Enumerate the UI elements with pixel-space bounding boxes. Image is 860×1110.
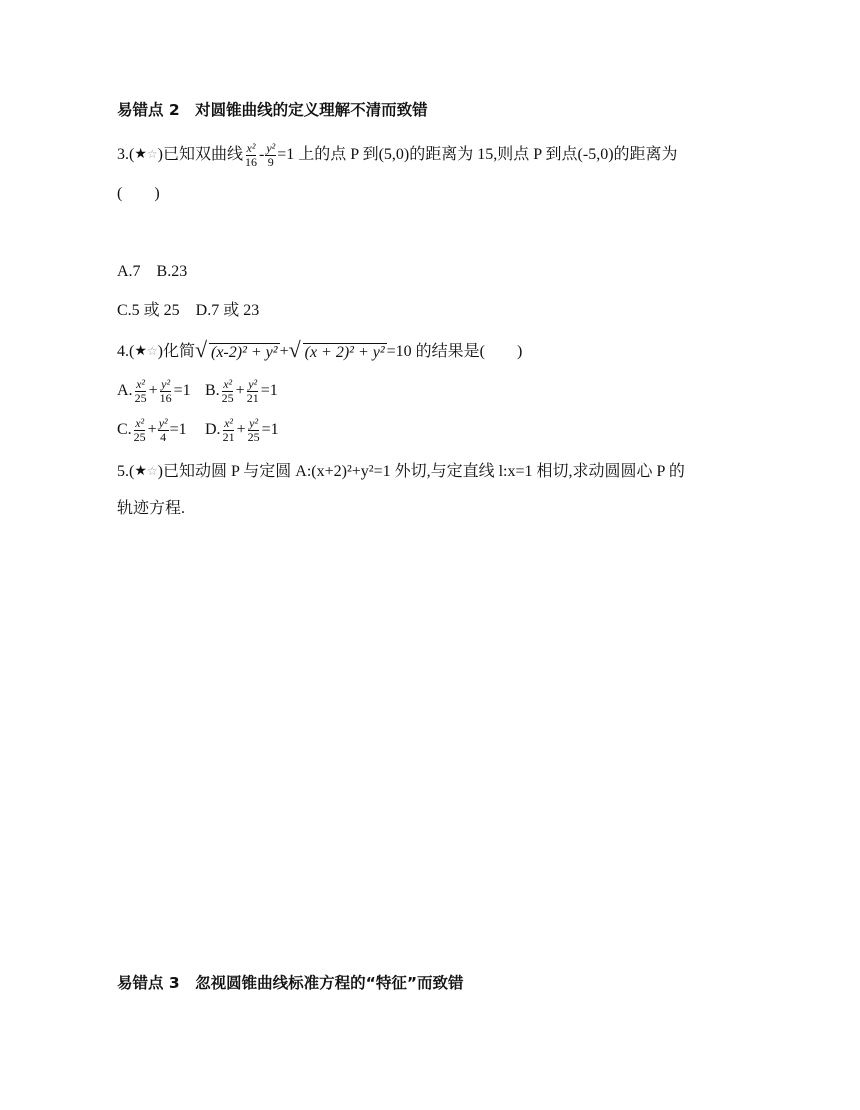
q4-stem-rest: =10 的结果是( ): [386, 343, 523, 360]
q3-minus: -: [259, 146, 265, 163]
difficulty-star-icon: ★☆: [134, 464, 158, 479]
q4-option-b: B. $\frac{\text{x²}}{25}$ + $\frac{\text{y²}}{21}$ =1: [205, 376, 278, 405]
q4-radical-1: √ (x-2)² + y²: [195, 337, 278, 362]
difficulty-star-icon: ★☆: [134, 147, 158, 162]
section-heading-2: 易错点 2 对圆锥曲线的定义理解不清而致错: [117, 101, 428, 119]
q3-options-line-1: A.7 B.23: [117, 263, 188, 280]
q4-stem-start: )化简: [157, 343, 195, 360]
q5-number: 5.(: [117, 463, 135, 480]
sqrt-icon: √: [288, 337, 301, 362]
q3-fraction-y: $\frac{\text{y²}}{9}$: [266, 140, 276, 169]
q4-option-d: D. $\frac{\text{x²}}{21}$ + $\frac{\text{y²}}{25}$ =1: [205, 415, 279, 444]
difficulty-star-icon: ★☆: [134, 344, 158, 359]
sqrt-icon: √: [195, 337, 208, 362]
q3-number: 3.(: [117, 146, 135, 163]
section-heading-3: 易错点 3 忽视圆锥曲线标准方程的“特征”而致错: [117, 974, 464, 992]
question-3: [117, 140, 678, 170]
q3-options-line-2: C.5 或 25 D.7 或 23: [117, 302, 260, 319]
q3-stem-rest: =1 上的点 P 到(5,0)的距离为 15,则点 P 到点(-5,0)的距离为: [277, 146, 678, 163]
question-4: [117, 337, 523, 364]
q3-fraction-x: $\frac{\text{x²}}{16}$: [245, 140, 257, 169]
q4-number: 4.(: [117, 343, 135, 360]
q4-plus: +: [279, 343, 289, 360]
q4-option-a: A. $\frac{\text{x²}}{25}$ + $\frac{\text{y²}}{16}$ =1: [117, 376, 191, 405]
q4-radical-2: √ (x + 2)² + y²: [288, 337, 385, 362]
q3-stem-start: )已知双曲线: [157, 146, 243, 163]
q5-stem-line-1: )已知动圆 P 与定圆 A:(x+2)²+y²=1 外切,与定直线 l:x=1 相切,求动圆圆心 P 的: [157, 463, 685, 480]
q5-stem-line-2: 轨迹方程.: [117, 500, 186, 517]
q4-option-c: C. $\frac{\text{x²}}{25}$ + $\frac{\text{y²}}{4}$ =1: [117, 415, 187, 444]
q3-answer-paren: ( ): [117, 185, 160, 202]
question-5: [117, 462, 685, 482]
